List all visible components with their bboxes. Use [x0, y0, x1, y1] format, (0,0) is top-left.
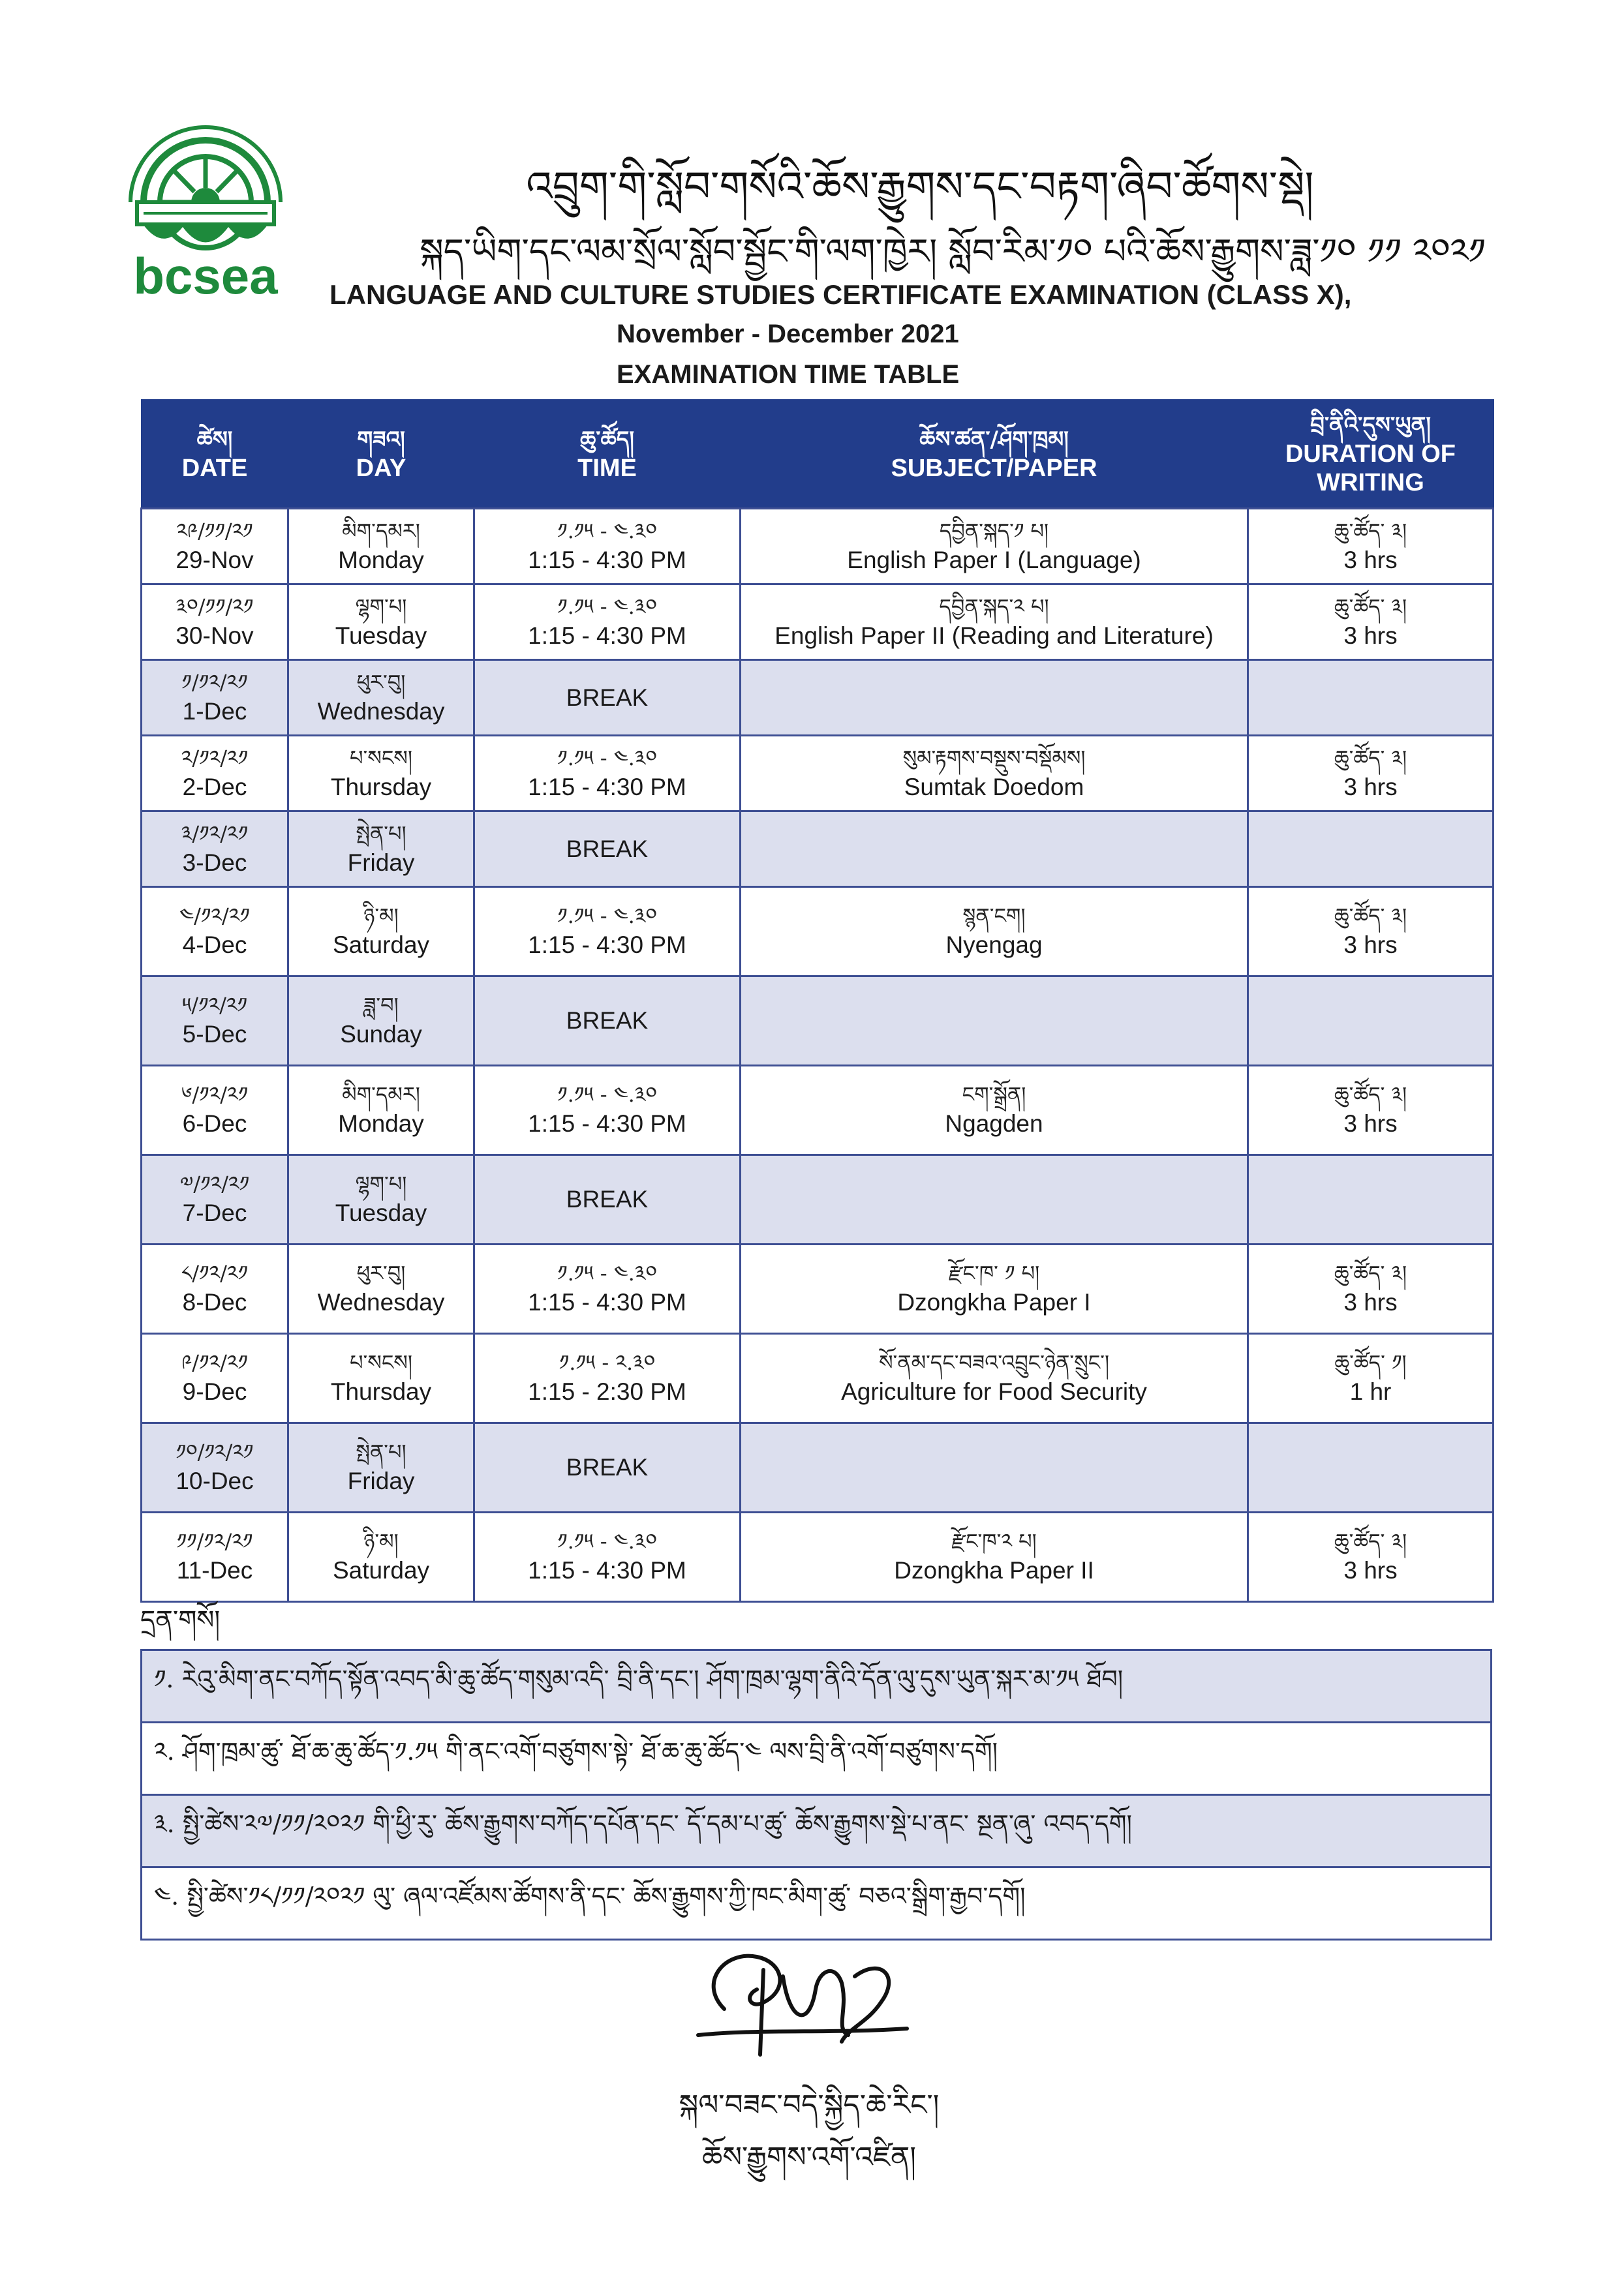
duration-cell [1248, 1513, 1494, 1602]
day-cell-english: Friday [347, 849, 415, 876]
duration-cell [1248, 887, 1494, 976]
day-cell [288, 1423, 474, 1513]
subject-cell-english: English Paper I (Language) [847, 546, 1141, 573]
date-cell-tibetan: ༨/༡༢/༢༡ [181, 1261, 248, 1286]
time-cell-tibetan: ༡.༡༥ - ༤.༣༠ [557, 1082, 657, 1107]
day-cell [288, 1155, 474, 1245]
duration-cell-tibetan: ཆུ་ཚོད་ ༣། [1334, 745, 1407, 770]
day-cell-tibetan: མིག་དམར། [342, 1082, 420, 1107]
duration-cell-english: 3 hrs [1343, 773, 1398, 800]
time-cell-tibetan: ༡.༡༥ - ༤.༣༠ [557, 594, 657, 619]
day-column-header: གཟའ། DAY [288, 400, 474, 509]
day-cell-english: Monday [338, 1110, 424, 1137]
time-cell [474, 1155, 741, 1245]
date-cell-english: 1-Dec [182, 697, 247, 725]
subject-cell [741, 1423, 1248, 1513]
date-cell-tibetan: ༦/༡༢/༢༡ [181, 1082, 249, 1107]
notes-heading: དྲན་གསོ། [140, 1605, 221, 1635]
time-cell [474, 976, 741, 1066]
subject-cell [741, 976, 1248, 1066]
date-cell-tibetan: ༤/༡༢/༢༡ [179, 903, 250, 928]
date-cell [142, 660, 288, 736]
subject-cell-tibetan: ངག་སྒྲོན། [962, 1082, 1026, 1107]
day-cell-tibetan: སྤེན་པ། [356, 1440, 406, 1464]
day-cell-tibetan: ཕུར་བུ། [356, 669, 406, 695]
duration-cell-tibetan: ཆུ་ཚོད་ ༡། [1334, 1350, 1407, 1375]
date-cell-tibetan: ༡༠/༡༢/༢༡ [176, 1440, 254, 1464]
break-label: BREAK [566, 835, 649, 862]
day-cell [288, 811, 474, 887]
duration-cell-tibetan: ཆུ་ཚོད་ ༣། [1334, 1529, 1407, 1554]
day-cell-tibetan: པ་སངས། [349, 1350, 412, 1375]
time-cell [474, 736, 741, 811]
break-label: BREAK [566, 684, 649, 711]
day-cell-english: Tuesday [335, 622, 427, 649]
note-row [142, 1867, 1492, 1940]
day-cell [288, 1245, 474, 1334]
time-cell-tibetan: ༡.༡༥ - ༤.༣༠ [557, 1529, 657, 1554]
subject-cell-english: Agriculture for Food Security [841, 1378, 1147, 1405]
time-cell-english: 1:15 - 4:30 PM [528, 1289, 686, 1316]
date-cell-english: 2-Dec [182, 773, 247, 800]
subject-cell-english: English Paper II (Reading and Literature) [774, 622, 1214, 649]
subject-cell-tibetan: སུམ་རྟགས་བསྡུས་བསྡོམས། [902, 745, 1086, 770]
day-cell-tibetan: སྤེན་པ། [356, 821, 406, 846]
date-cell-tibetan: ༡༡/༡༢/༢༡ [176, 1529, 253, 1554]
subject-cell [741, 1513, 1248, 1602]
note-text: ༤. སྤྱི་ཚེས་༡༨/༡༡/༢༠༢༡ ལུ་ ཞལ་འཛོམས་ཚོགས་ནི་དང་ ཆོས་རྒྱུགས་ཀྱི་ཁང་མིག་ཚུ་ བཅའ་སྒྲིག་རྒྱབ་དགོ། [142, 1867, 1492, 1940]
timetable-header-row [142, 400, 1494, 509]
subject-cell [741, 509, 1248, 584]
duration-cell [1248, 1423, 1494, 1513]
subject-cell [741, 811, 1248, 887]
date-cell-english: 11-Dec [176, 1557, 253, 1584]
day-cell-tibetan: ཕུར་བུ། [356, 1261, 406, 1286]
duration-cell-tibetan: ཆུ་ཚོད་ ༣། [1334, 1261, 1407, 1286]
duration-cell-tibetan: ཆུ་ཚོད་ ༣། [1334, 1082, 1407, 1107]
duration-cell [1248, 509, 1494, 584]
time-column-header: ཆུ་ཚོད། TIME [474, 400, 741, 509]
duration-cell-english: 3 hrs [1343, 1289, 1398, 1316]
time-cell [474, 509, 741, 584]
duration-cell [1248, 736, 1494, 811]
date-cell-english: 3-Dec [182, 849, 247, 876]
day-cell-tibetan: ཉི་མ། [363, 1529, 399, 1554]
date-cell-english: 30-Nov [176, 622, 254, 649]
break-row [142, 660, 1494, 736]
duration-column-header: བྲི་ནིའི་དུས་ཡུན། DURATION OF WRITING [1248, 400, 1494, 509]
date-cell-tibetan: ༡/༡༢/༢༡ [181, 669, 248, 695]
time-cell [474, 1423, 741, 1513]
subject-cell [741, 1155, 1248, 1245]
note-text: ༣. སྤྱི་ཚེས་༢༧/༡༡/༢༠༢༡ གི་ཕྱི་རུ་ ཆོས་རྒྱུགས་བཀོད་དཔོན་དང་ དོ་དམ་པ་ཚུ་ ཆོས་རྒྱུགས་སྡེ་པ་ནང་ སྔན་ཞུ་ འབད་དགོ། [142, 1795, 1492, 1867]
date-cell [142, 1066, 288, 1155]
time-cell [474, 811, 741, 887]
day-cell [288, 736, 474, 811]
day-cell-english: Thursday [330, 1378, 432, 1405]
time-cell [474, 887, 741, 976]
time-cell-english: 1:15 - 4:30 PM [528, 773, 686, 800]
day-cell-tibetan: ལྷག་པ། [355, 594, 407, 619]
date-cell-english: 8-Dec [182, 1289, 247, 1316]
time-cell [474, 1245, 741, 1334]
subject-column-header: ཆོས་ཚན་/ཤོག་ཁྲམ། SUBJECT/PAPER [741, 400, 1248, 509]
signatory-name: སྐལ་བཟང་བདེ་སྐྱིད་ཆེ་རིང་། [679, 2089, 940, 2122]
break-row [142, 811, 1494, 887]
time-cell-tibetan: ༡.༡༥ - ༤.༣༠ [557, 518, 657, 543]
subject-cell-tibetan: དབྱིན་སྐད་༢ པ། [939, 594, 1049, 619]
date-cell [142, 976, 288, 1066]
duration-cell-english: 3 hrs [1343, 1110, 1398, 1137]
note-row [142, 1650, 1492, 1723]
timetable-body [142, 509, 1494, 1602]
date-cell [142, 584, 288, 660]
date-cell [142, 509, 288, 584]
subject-cell-english: Dzongkha Paper I [897, 1289, 1091, 1316]
break-row [142, 1423, 1494, 1513]
subject-cell-english: Dzongkha Paper II [894, 1557, 1094, 1584]
date-cell-english: 4-Dec [182, 931, 247, 958]
time-cell-tibetan: ༡.༡༥ - ༤.༣༠ [557, 903, 657, 928]
duration-cell [1248, 811, 1494, 887]
notes-table [140, 1649, 1492, 1941]
day-cell-english: Friday [347, 1468, 415, 1494]
time-cell [474, 660, 741, 736]
date-cell-english: 29-Nov [176, 546, 254, 573]
duration-cell-english: 3 hrs [1343, 1557, 1398, 1584]
subject-cell [741, 1066, 1248, 1155]
date-cell-english: 7-Dec [182, 1200, 247, 1226]
day-cell [288, 1513, 474, 1602]
subject-cell-tibetan: དབྱིན་སྐད་༡ པ། [939, 518, 1049, 543]
duration-cell-english: 3 hrs [1343, 931, 1398, 958]
day-cell-tibetan: ལྷག་པ། [355, 1171, 407, 1196]
time-cell-tibetan: ༡.༡༥ - ༢.༣༠ [559, 1350, 656, 1375]
duration-cell [1248, 584, 1494, 660]
subject-cell-tibetan: རྫོང་ཁ་༢ པ། [951, 1529, 1037, 1554]
date-cell-english: 10-Dec [176, 1468, 254, 1494]
day-cell-english: Monday [338, 546, 424, 573]
note-text: ༢. ཤོག་ཁྲམ་ཚུ་ ཐོ་ཆ་ཆུ་ཚོད་༡.༡༥ གི་ནང་འགོ་བཙུགས་སྟེ་ ཐོ་ཆ་ཆུ་ཚོད་༤ ལས་བྲི་ནི་འགོ་བཙུགས་དགོ། [142, 1723, 1492, 1795]
date-cell-english: 5-Dec [182, 1021, 247, 1048]
subject-cell [741, 736, 1248, 811]
time-cell-english: 1:15 - 4:30 PM [528, 1110, 686, 1137]
exam-row [142, 584, 1494, 660]
subject-cell [741, 660, 1248, 736]
duration-cell [1248, 660, 1494, 736]
day-cell [288, 509, 474, 584]
day-cell-english: Saturday [332, 1557, 430, 1584]
day-cell [288, 887, 474, 976]
time-cell-english: 1:15 - 4:30 PM [528, 1557, 686, 1584]
exam-timetable [140, 399, 1494, 1603]
time-cell-tibetan: ༡.༡༥ - ༤.༣༠ [557, 1261, 657, 1286]
day-cell-english: Thursday [330, 773, 432, 800]
tibetan-subtitle: སྐད་ཡིག་དང་ལམ་སྲོལ་སློབ་སྦྱོང་གི་ལག་ཁྱེར། སློབ་རིམ་༡༠ པའི་ཆོས་རྒྱུགས་ཟླ་༡༠ ༡༡ ༢༠༢༡ [420, 231, 1486, 272]
exam-row [142, 1066, 1494, 1155]
break-label: BREAK [566, 1186, 649, 1213]
date-cell [142, 1513, 288, 1602]
exam-row [142, 736, 1494, 811]
day-cell [288, 660, 474, 736]
time-cell-english: 1:15 - 4:30 PM [528, 546, 686, 573]
time-cell-tibetan: ༡.༡༥ - ༤.༣༠ [557, 745, 657, 770]
time-cell [474, 1513, 741, 1602]
date-cell-tibetan: ༧/༡༢/༢༡ [179, 1171, 250, 1196]
time-cell [474, 1334, 741, 1423]
note-text: ༡. རེའུ་མིག་ནང་བཀོད་སྟོན་འབད་མི་ཆུ་ཚོད་གསུམ་འདི་ བྲི་ནི་དང་། ཤོག་ཁྲམ་ལྷག་ནིའི་དོན་ལུ་དུས་ཡུན་སྐར་མ་༡༥ ཐོབ། [142, 1650, 1492, 1723]
day-cell [288, 976, 474, 1066]
exam-row [142, 1334, 1494, 1423]
date-cell [142, 811, 288, 887]
time-cell [474, 584, 741, 660]
subject-cell-english: Sumtak Doedom [904, 773, 1084, 800]
break-label: BREAK [566, 1454, 649, 1481]
day-cell-english: Saturday [332, 931, 430, 958]
date-cell-tibetan: ༢༩/༡༡/༢༡ [176, 518, 253, 543]
handwritten-signature [685, 1931, 920, 2061]
break-label: BREAK [566, 1007, 649, 1034]
date-cell [142, 1155, 288, 1245]
dharma-wheel-icon [130, 127, 281, 248]
time-cell [474, 1066, 741, 1155]
duration-cell [1248, 976, 1494, 1066]
duration-cell-english: 3 hrs [1343, 622, 1398, 649]
day-cell-english: Tuesday [335, 1200, 427, 1226]
day-cell-english: Sunday [340, 1021, 422, 1048]
day-cell-tibetan: ཟླ་བ། [363, 993, 399, 1018]
subject-cell [741, 1245, 1248, 1334]
subject-cell [741, 887, 1248, 976]
exam-row [142, 509, 1494, 584]
date-cell-tibetan: ༢/༡༢/༢༡ [181, 745, 249, 770]
subject-cell [741, 584, 1248, 660]
subject-cell-tibetan: སོ་ནམ་དང་བཟའ་འབྲུང་ཉེན་སྲུང་། [878, 1350, 1110, 1375]
day-cell-english: Wednesday [317, 1289, 445, 1316]
duration-cell [1248, 1155, 1494, 1245]
logo-wordmark: bcsea [133, 247, 278, 300]
subject-cell-tibetan: སྙན་ངག། [962, 903, 1026, 928]
day-cell [288, 1066, 474, 1155]
subject-cell-english: Ngagden [945, 1110, 1043, 1137]
signatory-title: ཆོས་རྒྱུགས་འགོ་འཛིན། [702, 2141, 916, 2174]
date-column-header: ཚེས། DATE [142, 400, 288, 509]
english-title: LANGUAGE AND CULTURE STUDIES CERTIFICATE EXAMINATION (CLASS X), [329, 279, 1352, 310]
day-cell-english: Wednesday [317, 697, 445, 725]
date-cell-tibetan: ༣༠/༡༡/༢༡ [176, 594, 254, 619]
day-cell-tibetan: ཉི་མ། [363, 903, 399, 928]
day-cell-tibetan: མིག་དམར། [342, 518, 420, 543]
date-cell [142, 1245, 288, 1334]
duration-cell-tibetan: ཆུ་ཚོད་ ༣། [1334, 518, 1407, 543]
break-row [142, 1155, 1494, 1245]
duration-cell [1248, 1066, 1494, 1155]
break-row [142, 976, 1494, 1066]
subject-cell [741, 1334, 1248, 1423]
time-cell-english: 1:15 - 2:30 PM [528, 1378, 686, 1405]
date-cell-english: 6-Dec [182, 1110, 247, 1137]
date-cell-tibetan: ༩/༡༢/༢༡ [181, 1350, 248, 1375]
duration-cell [1248, 1334, 1494, 1423]
duration-cell-english: 1 hr [1349, 1378, 1392, 1405]
exam-row [142, 1245, 1494, 1334]
timetable-heading: EXAMINATION TIME TABLE [617, 360, 960, 389]
tibetan-title: འབྲུག་གི་སློབ་གསོའི་ཆོས་རྒྱུགས་དང་བརྟག་ཞིབ་ཚོགས་སྡེ། [526, 163, 1314, 211]
date-cell [142, 736, 288, 811]
date-cell [142, 1334, 288, 1423]
subject-cell-tibetan: རྫོང་ཁ་ ༡ པ། [948, 1261, 1040, 1286]
note-row [142, 1795, 1492, 1867]
date-cell [142, 1423, 288, 1513]
time-cell-english: 1:15 - 4:30 PM [528, 931, 686, 958]
exam-row [142, 1513, 1494, 1602]
date-cell-english: 9-Dec [182, 1378, 247, 1405]
subject-cell-english: Nyengag [945, 931, 1043, 958]
bcsea-logo [117, 104, 294, 300]
duration-cell-english: 3 hrs [1343, 546, 1398, 573]
time-cell-english: 1:15 - 4:30 PM [528, 622, 686, 649]
date-cell-tibetan: ༣/༡༢/༢༡ [181, 821, 249, 846]
date-cell-tibetan: ༥/༡༢/༢༡ [182, 993, 247, 1018]
exam-row [142, 887, 1494, 976]
duration-cell-tibetan: ཆུ་ཚོད་ ༣། [1334, 594, 1407, 619]
day-cell [288, 1334, 474, 1423]
english-subtitle: November - December 2021 [617, 320, 959, 348]
date-cell [142, 887, 288, 976]
day-cell-tibetan: པ་སངས། [349, 745, 412, 770]
note-row [142, 1723, 1492, 1795]
duration-cell-tibetan: ཆུ་ཚོད་ ༣། [1334, 903, 1407, 928]
duration-cell [1248, 1245, 1494, 1334]
day-cell [288, 584, 474, 660]
